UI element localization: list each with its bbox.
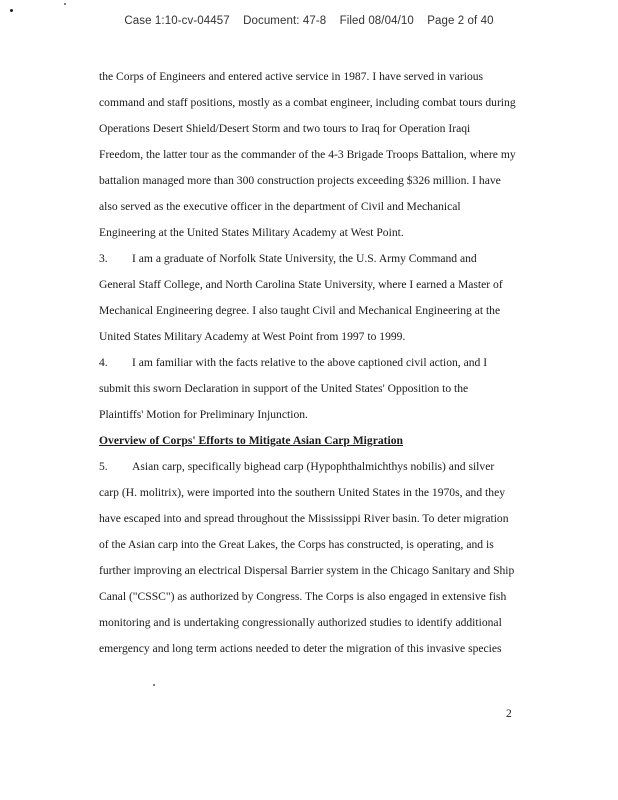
text-line: [99, 376, 539, 402]
line-text: Plaintiffs' Motion for Preliminary Injunction.: [99, 408, 308, 421]
paragraph-4-first-line: [99, 350, 539, 376]
text-line: [99, 558, 539, 584]
case-header: [0, 15, 618, 27]
paragraph-number: 3.: [99, 252, 108, 265]
line-text: submit this sworn Declaration in support of the United States' Opposition to the: [99, 382, 469, 395]
declaration-body: [99, 64, 539, 662]
line-text: United States Military Academy at West Point from 1997 to 1999.: [99, 330, 406, 343]
scan-speck: [153, 684, 155, 686]
line-text: have escaped into and spread throughout the Mississippi River basin. To deter migration: [99, 512, 509, 525]
paragraph-number: 5.: [99, 460, 108, 473]
text-line: [99, 610, 539, 636]
section-heading: Overview of Corps' Efforts to Mitigate Asian Carp Migration: [99, 434, 403, 447]
line-text: Asian carp, specifically bighead carp (Hypophthalmichthys nobilis) and silver: [132, 460, 495, 473]
case-number: Case 1:10-cv-04457: [124, 15, 230, 27]
text-line: [99, 168, 539, 194]
text-line: [99, 636, 539, 662]
line-text: Canal ("CSSC") as authorized by Congress. The Corps is also engaged in extensive fish: [99, 590, 507, 603]
scan-speck: [10, 9, 13, 12]
line-text: further improving an electrical Dispersal Barrier system in the Chicago Sanitary and Ship: [99, 564, 515, 577]
paragraph-number: 4.: [99, 356, 108, 369]
text-line: [99, 220, 539, 246]
line-text: Operations Desert Shield/Desert Storm and two tours to Iraq for Operation Iraqi: [99, 122, 471, 135]
text-line: [99, 142, 539, 168]
page-number: 2: [506, 708, 512, 720]
document-number: Document: 47-8: [243, 15, 327, 27]
line-text: battalion managed more than 300 construction projects exceeding $326 million. I have: [99, 174, 501, 187]
line-text: the Corps of Engineers and entered active service in 1987. I have served in various: [99, 70, 484, 83]
text-line: [99, 402, 539, 428]
paragraph-3-first-line: [99, 246, 539, 272]
line-text: emergency and long term actions needed to deter the migration of this invasive species: [99, 642, 502, 655]
text-line: [99, 64, 539, 90]
line-text: General Staff College, and North Carolina State University, where I earned a Master of: [99, 278, 503, 291]
paragraph-5-first-line: [99, 454, 539, 480]
scan-speck: [64, 3, 66, 5]
line-text: Engineering at the United States Military Academy at West Point.: [99, 226, 404, 239]
line-text: I am a graduate of Norfolk State University, the U.S. Army Command and: [132, 252, 477, 265]
line-text: monitoring and is undertaking congressionally authorized studies to identify additional: [99, 616, 502, 629]
section-heading-line: [99, 428, 539, 454]
page-count: Page 2 of 40: [427, 15, 494, 27]
text-line: [99, 480, 539, 506]
line-text: Freedom, the latter tour as the commander of the 4-3 Brigade Troops Battalion, where my: [99, 148, 516, 161]
line-text: carp (H. molitrix), were imported into the southern United States in the 1970s, and they: [99, 486, 506, 499]
text-line: [99, 272, 539, 298]
line-text: of the Asian carp into the Great Lakes, the Corps has constructed, is operating, and is: [99, 538, 494, 551]
filed-date: Filed 08/04/10: [339, 15, 414, 27]
text-line: [99, 90, 539, 116]
text-line: [99, 194, 539, 220]
text-line: [99, 298, 539, 324]
text-line: [99, 506, 539, 532]
text-line: [99, 116, 539, 142]
line-text: Mechanical Engineering degree. I also taught Civil and Mechanical Engineering at the: [99, 304, 501, 317]
text-line: [99, 324, 539, 350]
text-line: [99, 584, 539, 610]
line-text: also served as the executive officer in the department of Civil and Mechanical: [99, 200, 461, 213]
line-text: command and staff positions, mostly as a combat engineer, including combat tours during: [99, 96, 516, 109]
text-line: [99, 532, 539, 558]
line-text: I am familiar with the facts relative to the above captioned civil action, and I: [132, 356, 488, 369]
